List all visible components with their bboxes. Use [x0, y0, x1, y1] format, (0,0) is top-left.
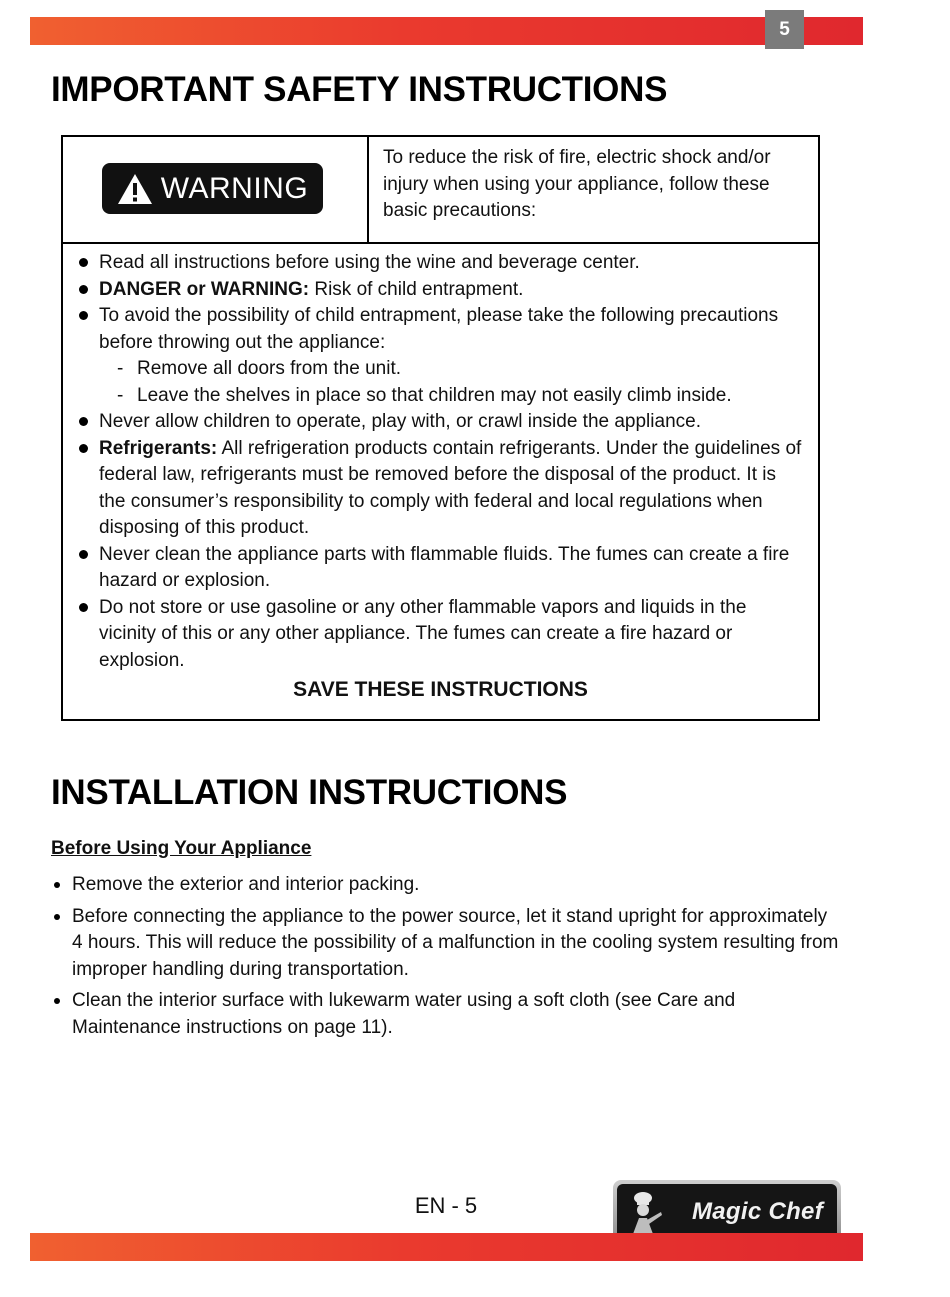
bullet-icon [79, 550, 88, 559]
list-item [51, 904, 841, 984]
logo-text: Magic Chef [691, 1197, 823, 1225]
sub-list-item [77, 383, 807, 410]
bullet-icon [79, 417, 88, 426]
list-item [77, 303, 807, 356]
list-item [77, 436, 807, 542]
page-number-badge: 5 [765, 10, 804, 49]
item-text: Risk of child entrapment. [309, 278, 524, 300]
bullet-icon [79, 444, 88, 453]
item-text: Before connecting the appliance to the power source, let it stand upright for approximately 4 hours. This will reduce the possibility of a malfunction in the cooling system resulting from improper handling during transportation. [72, 905, 839, 980]
child-entrapment-steps [77, 356, 807, 409]
list-item [77, 595, 807, 675]
bullet-icon [54, 882, 60, 888]
dash-marker: - [117, 384, 124, 406]
bullet-icon [79, 603, 88, 612]
installation-steps-list [51, 872, 841, 1046]
warning-intro-text: To reduce the risk of fire, electric shock and/or injury when using your appliance, follow these basic precautions: [383, 147, 771, 221]
chef-mascot-icon [625, 1190, 665, 1236]
sub-list-item [77, 356, 807, 383]
warning-triangle-icon [117, 173, 153, 205]
item-text: Never allow children to operate, play with, or crawl inside the appliance. [99, 411, 701, 432]
list-item [51, 988, 841, 1041]
sub-item-text: Remove all doors from the unit. [137, 358, 402, 379]
installation-section-title: INSTALLATION INSTRUCTIONS [51, 773, 568, 812]
safety-section-title: IMPORTANT SAFETY INSTRUCTIONS [51, 70, 668, 109]
dash-marker: - [117, 358, 124, 379]
warning-label: WARNING [160, 171, 309, 205]
bullet-icon [54, 914, 60, 920]
item-text: Remove the exterior and interior packing. [72, 874, 420, 895]
safety-warning-box [61, 135, 820, 721]
bullet-icon [79, 311, 88, 320]
list-item [77, 409, 807, 436]
warning-header-row [63, 137, 818, 244]
bullet-icon [54, 998, 60, 1004]
footer-band [30, 1233, 863, 1261]
item-bold-label: Refrigerants: [99, 437, 218, 459]
header-band [30, 17, 863, 45]
logo-plate [617, 1184, 837, 1239]
warning-badge [102, 163, 323, 214]
item-text: Do not store or use gasoline or any other flammable vapors and liquids in the vicinity of this or any other appliance. The fumes can create a fire hazard or explosion. [99, 596, 747, 671]
sub-item-text: Leave the shelves in place so that children may not easily climb inside. [137, 384, 732, 406]
footer-page-label: EN - 5 [414, 1193, 478, 1218]
list-item [77, 277, 807, 304]
item-bold-label: DANGER or WARNING: [99, 278, 310, 300]
item-text: All refrigeration products contain refrigerants. Under the guidelines of federal law, refrigerants must be removed before the disposal of the product. It is the consumer’s responsibility to comply with federal and local regulations when disposing of this product. [99, 437, 802, 538]
before-using-heading: Before Using Your Appliance [51, 838, 312, 859]
list-item [77, 542, 807, 595]
list-item [51, 872, 841, 899]
item-text: Never clean the appliance parts with flammable fluids. The fumes can create a fire hazard or explosion. [99, 543, 790, 591]
warning-badge-cell [63, 137, 369, 242]
item-text: To avoid the possibility of child entrapment, please take the following precautions before throwing out the appliance: [99, 305, 779, 353]
sub-list-container [77, 356, 807, 409]
item-text: Clean the interior surface with lukewarm water using a soft cloth (see Care and Maintenance instructions on page 11). [72, 990, 736, 1038]
bullet-icon [79, 258, 88, 267]
item-text: Read all instructions before using the wine and beverage center. [99, 252, 640, 273]
save-instructions-text: SAVE THESE INSTRUCTIONS [293, 678, 588, 701]
bullet-icon [79, 285, 88, 294]
safety-precautions-list [77, 250, 807, 674]
list-item [77, 250, 807, 277]
